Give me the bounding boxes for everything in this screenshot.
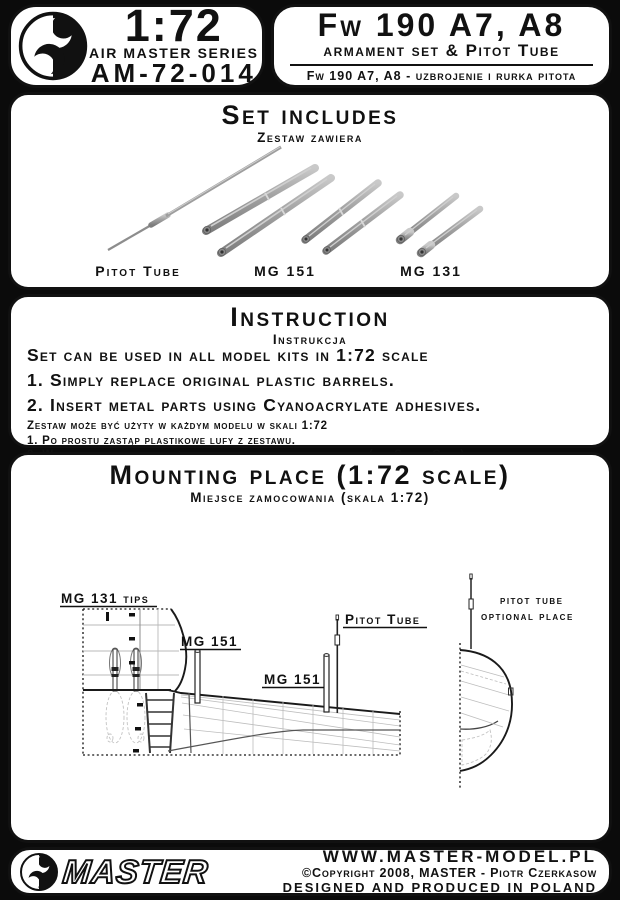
product-code-text: AM-72-014	[90, 57, 257, 88]
mounting-drawing	[11, 455, 608, 839]
mounting-title: Mounting place (1:72 scale)	[109, 460, 511, 490]
part-label-mg151: MG 151	[254, 263, 316, 279]
mounting-title-pl: Miejsce zamocowania (skala 1:72)	[190, 490, 430, 505]
mg151-barrels	[203, 168, 400, 256]
master-logo-icon	[19, 852, 59, 892]
instruction-heading	[11, 302, 609, 347]
windscreen-frames	[146, 693, 174, 753]
master-logo-icon	[17, 10, 89, 82]
instruction-line-pl: Zestaw może być użyty w każdym modelu w skali 1:72	[27, 420, 328, 432]
instruction-line-en: Set can be used in all model kits in 1:72 scale	[27, 345, 429, 365]
mg131-barrels	[397, 196, 480, 256]
label-optional-2: optional place	[481, 609, 574, 623]
product-code-box	[8, 0, 265, 88]
label-mg151-inner: MG 151	[181, 634, 239, 649]
label-optional-1: pitot tube	[500, 593, 564, 607]
series-text: AIR MASTER SERIES	[89, 44, 259, 61]
label-mg151-outer: MG 151	[264, 672, 322, 687]
mg151-inner-barrel	[195, 650, 200, 703]
set-includes-title-pl: Zestaw zawiera	[257, 130, 363, 145]
instruction-line-en: 2. Insert metal parts using Cyanoacrylate adhesives.	[27, 395, 482, 415]
footer-info	[208, 848, 597, 895]
scale-text: 1:72	[124, 0, 223, 51]
part-label-pitot: Pitot Tube	[95, 263, 181, 279]
instruction-title-pl: Instrukcja	[272, 332, 348, 347]
fuselage-wing-drawing	[83, 609, 400, 755]
series-block	[89, 0, 259, 88]
instruction-panel	[8, 294, 612, 448]
instruction-title: Instruction	[230, 302, 390, 332]
set-includes-title: Set includes	[221, 100, 399, 130]
instruction-line-pl: 1. Po prostu zastąp plastikowe lufy z zestawu.	[27, 434, 296, 447]
product-subtitle: armament set & Pitot Tube	[323, 41, 560, 60]
label-pitot: Pitot Tube	[345, 612, 421, 627]
mg151-outer-barrel	[324, 654, 329, 712]
label-mg131-tips: MG 131 tips	[61, 591, 150, 606]
instruction-line-en: 1. Simply replace original plastic barrels.	[27, 370, 395, 390]
made-in-text: DESIGNED AND PRODUCED IN POLAND	[282, 880, 597, 895]
part-label-mg131: MG 131	[400, 263, 462, 279]
title-divider	[290, 64, 592, 66]
mg131-tip-barrels	[112, 649, 140, 691]
mounting-panel	[8, 452, 612, 843]
brand-wordmark: MASTER	[61, 852, 211, 890]
metal-parts-image	[11, 95, 608, 286]
product-title-box	[271, 4, 612, 88]
website-text: WWW.MASTER-MODEL.PL	[322, 847, 597, 866]
instruction-text-en	[27, 343, 599, 418]
set-includes-panel	[8, 92, 612, 290]
pitot-tube-drawing	[335, 615, 340, 713]
copyright-text: ©Copyright 2008, MASTER - Piotr Czerkasow	[302, 866, 597, 880]
footer-panel	[8, 847, 612, 896]
product-title: Fw 190 A7, A8	[317, 7, 566, 43]
product-subtitle-pl: Fw 190 A7, A8 - uzbrojenie i rurka pitota	[306, 69, 577, 83]
